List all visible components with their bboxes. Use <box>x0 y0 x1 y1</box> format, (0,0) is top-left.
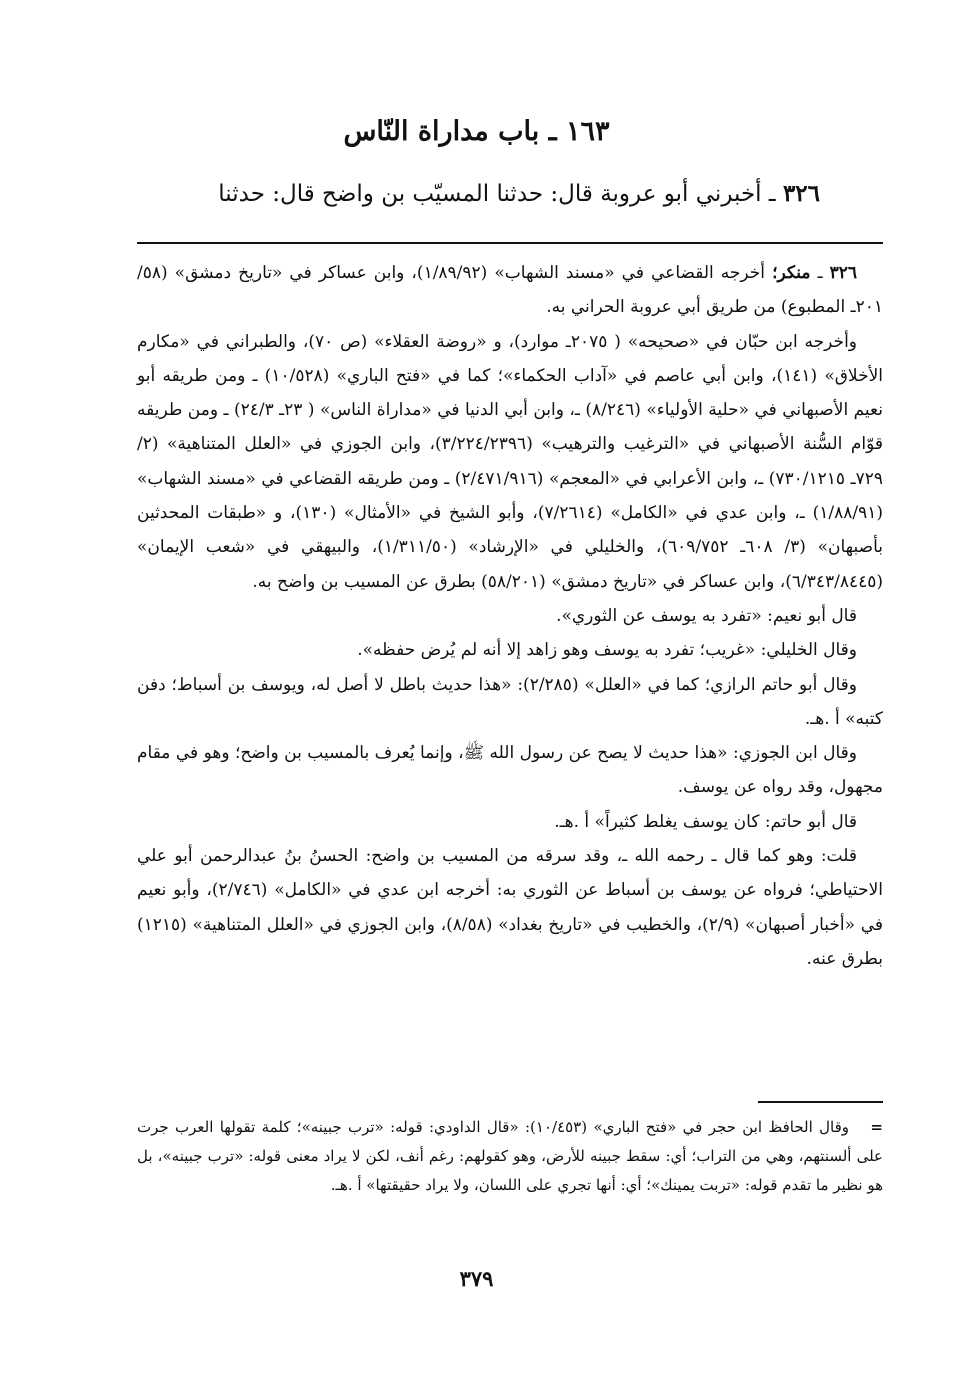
hadith-body: أخبرني أبو عروبة قال: حدثنا المسيّب بن واضح قال: حدثنا <box>218 181 762 207</box>
footnote-paragraph: قال أبو حاتم: كان يوسف يغلط كثيراً» أ .هـ. <box>554 811 857 832</box>
footnote-paragraph: وقال ابن الجوزي: «هذا حديث لا يصح عن رسول الله ﷺ، وإنما يُعرف بالمسيب بن واضح؛ وهو في مقام مجهول، وقد رواه عن يوسف. <box>137 743 883 798</box>
continuation-mark: = <box>870 1118 883 1136</box>
footnote-separator: ـ <box>810 263 830 283</box>
continuation-text: وقال الحافظ ابن حجر في «فتح الباري» (١٠/٤٥٣): «قال الداودي: قوله: «ترب جبينه»؛ كلمة تقولها العرب جرت على ألسنتهم، وهي من التراب؛ أي: سقط جبينه للأرض، وهو كقولهم: رغم أنف، لكن لا يراد معنى قوله: «ترب جبينه»، بل هو نظير ما تقدم قوله: «تربت يمينك»؛ أي: أنها تجري على اللسان، ولا يراد حقيقتها» أ .هـ. <box>137 1118 883 1194</box>
footnote-paragraph: وقال أبو حاتم الرازي؛ كما في «العلل» (٢/٢٨٥): «هذا حديث باطل لا أصل له، ويوسف بن أسباط؛ دفن كتبه» أ .هـ. <box>137 674 883 729</box>
footnote-paragraph: قلت: وهو كما قال ـ رحمه الله ـ، وقد سرقه من المسيب بن واضح: الحسنُ بنُ عبدالرحمن أبو علي الاحتياطي؛ فرواه عن يوسف بن أسباط عن الثوري به: أخرجه ابن عدي في «الكامل» (٢/٧٤٦)، وأبو نعيم في «أخبار أصبهان» (٢/٩)، والخطيب في «تاريخ بغداد» (٨/٥٨)، وابن الجوزي في «العلل المتناهية» (١٢١٥) بطرق عنه. <box>137 846 883 969</box>
hadith-separator: ـ <box>761 181 783 207</box>
footnotes <box>137 256 883 976</box>
chapter-title-text: باب مداراة النّاس <box>343 116 540 147</box>
footnote-text: أخرجه القضاعي في «مسند الشهاب» (١/٨٩/٩٢)، وابن عساكر في «تاريخ دمشق» (٥٨/ ٢٠١ـ المطبوع) من طريق أبي عروبة الحراني به. <box>137 263 883 318</box>
chapter-number: ١٦٣ <box>566 116 610 147</box>
footnote-paragraph <box>137 256 883 325</box>
hadith-text <box>120 174 820 214</box>
footnote-paragraph: قال أبو نعيم: «تفرد به يوسف عن الثوري». <box>556 605 857 626</box>
page-number: ٣٧٩ <box>459 1266 494 1291</box>
continuation-divider <box>758 1101 883 1103</box>
continuation-note <box>137 1113 883 1200</box>
hadith-number: ٣٢٦ <box>782 180 820 207</box>
footnote-paragraph: وأخرجه ابن حبّان في «صحيحه» ( ٢٠٧٥ـ موارد)، و «روضة العقلاء» (ص ٧٠)، والطبراني في «مكارم الأخلاق» (١٤١)، وابن أبي عاصم في «آداب الحكماء»؛ كما في «فتح الباري» (١٠/٥٢٨) ـ ومن طريقه أبو نعيم الأصبهاني في «حلية الأولياء» (٨/٢٤٦) ـ، وابن أبي الدنيا في «مداراة الناس» ( ٢٣ـ ٢٤/٣) ـ ومن طريقه قوّام السُّنة الأصبهاني في «الترغيب والترهيب» (٣/٢٢٤/٢٣٩٦)، وابن الجوزي في «العلل المتناهية» (٢/ ٧٢٩ـ ٧٣٠/١٢١٥) ـ، وابن الأعرابي في «المعجم» (٢/٤٧١/٩١٦) ـ ومن طريقه القضاعي في «مسند الشهاب» (١/٨٨/٩١) ـ، وابن عدي في «الكامل» (٧/٢٦١٤)، وأبو الشيخ في «الأمثال» (١٣٠)، و «طبقات المحدثين بأصبهان» (٣/ ٦٠٨ـ ٦٠٩/٧٥٢)، والخليلي في «الإرشاد» (١/٣١١/٥٠)، والبيهقي في «شعب الإيمان» (٦/٣٤٣/٨٤٤٥)، وابن عساكر في «تاريخ دمشق» (٥٨/٢٠١) بطرق عن المسيب بن واضح به. <box>137 331 884 592</box>
footnote-paragraph: وقال الخليلي: «غريب؛ تفرد به يوسف وهو زاهد إلا أنه لم يُرض حفظه». <box>357 640 857 661</box>
chapter-title <box>140 112 813 152</box>
chapter-separator: ـ <box>539 116 567 147</box>
footnote-number: ٣٢٦ <box>829 263 858 283</box>
footnote-divider <box>137 242 883 244</box>
footnote-grade: منكر؛ <box>772 263 811 283</box>
